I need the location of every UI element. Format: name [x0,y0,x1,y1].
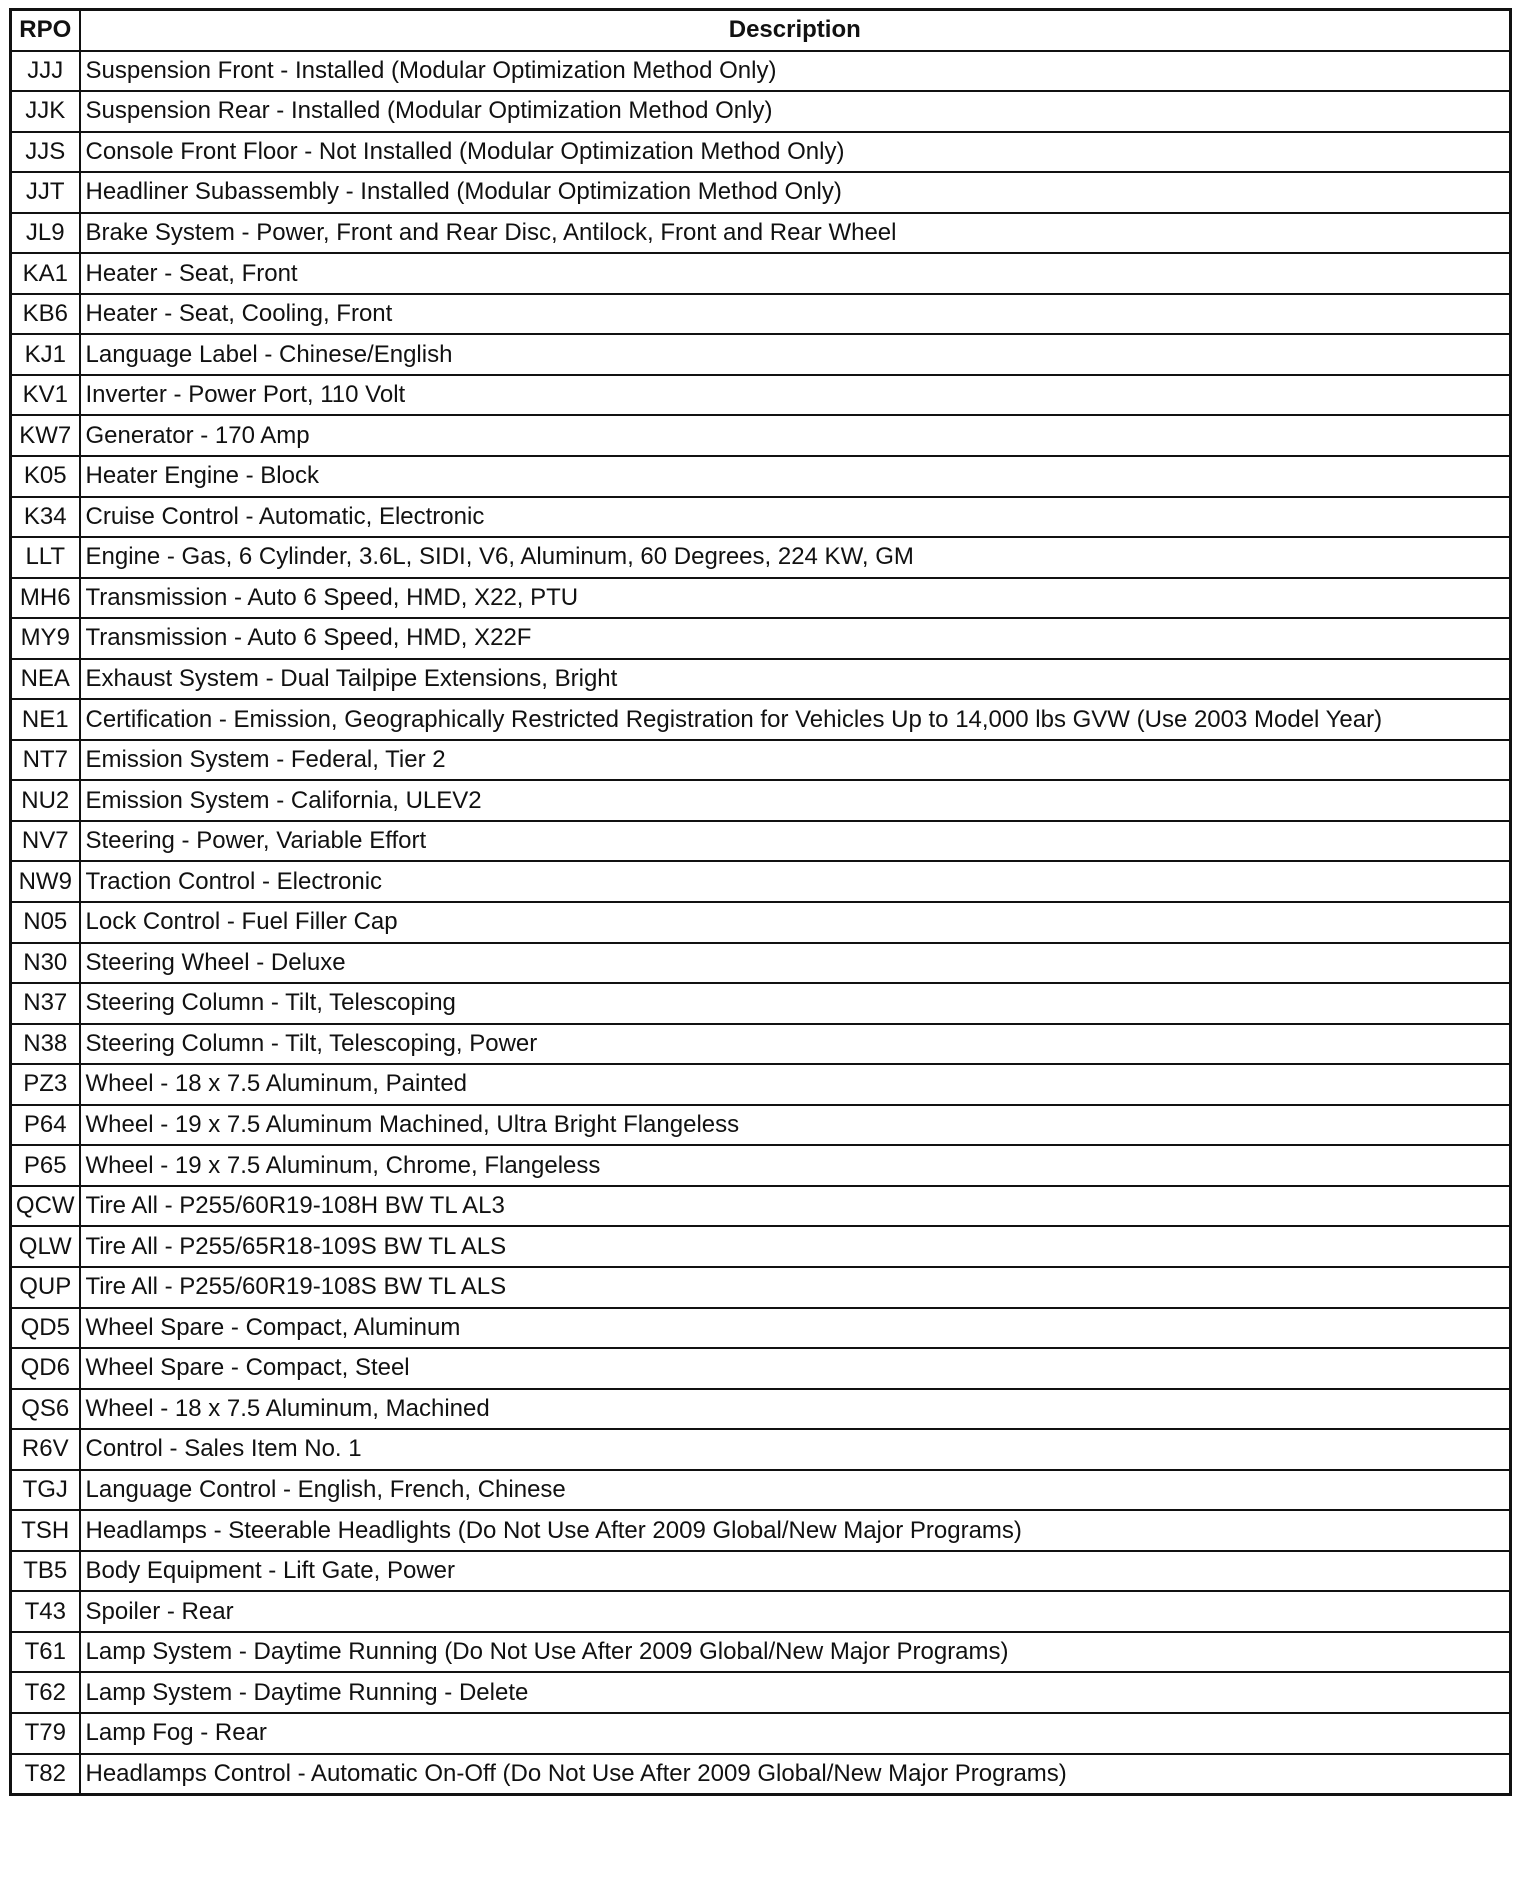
table-row [11,1186,1511,1227]
table-row [11,91,1511,132]
table-row [11,1591,1511,1632]
description-cell: Wheel Spare - Compact, Steel [80,1348,1511,1389]
description-cell: Headlamps Control - Automatic On-Off (Do Not Use After 2009 Global/New Major Programs) [80,1754,1511,1795]
table-row [11,578,1511,619]
rpo-code-cell: TGJ [11,1470,80,1511]
table-row [11,983,1511,1024]
description-cell: Inverter - Power Port, 110 Volt [80,375,1511,416]
table-header-row [11,10,1511,51]
rpo-code-cell: LLT [11,537,80,578]
rpo-code-cell: KV1 [11,375,80,416]
rpo-code-cell: K34 [11,497,80,538]
rpo-code-cell: NT7 [11,740,80,781]
rpo-code-cell: P64 [11,1105,80,1146]
rpo-code-cell: JJS [11,132,80,173]
rpo-code-cell: K05 [11,456,80,497]
description-cell: Wheel - 19 x 7.5 Aluminum Machined, Ultra Bright Flangeless [80,1105,1511,1146]
rpo-code-cell: P65 [11,1145,80,1186]
rpo-code-cell: JJT [11,172,80,213]
description-cell: Lamp System - Daytime Running (Do Not Use After 2009 Global/New Major Programs) [80,1632,1511,1673]
rpo-code-cell: PZ3 [11,1064,80,1105]
table-row [11,1308,1511,1349]
table-row [11,1226,1511,1267]
table-row [11,902,1511,943]
description-cell: Control - Sales Item No. 1 [80,1429,1511,1470]
description-cell: Wheel - 18 x 7.5 Aluminum, Machined [80,1389,1511,1430]
table-row [11,497,1511,538]
table-row [11,213,1511,254]
table-row [11,1551,1511,1592]
column-header-description: Description [80,10,1511,51]
rpo-code-cell: N38 [11,1024,80,1065]
table-row [11,943,1511,984]
rpo-code-cell: JL9 [11,213,80,254]
rpo-code-cell: JJK [11,91,80,132]
description-cell: Wheel - 18 x 7.5 Aluminum, Painted [80,1064,1511,1105]
description-cell: Suspension Front - Installed (Modular Optimization Method Only) [80,51,1511,92]
rpo-code-cell: NW9 [11,861,80,902]
rpo-code-cell: QS6 [11,1389,80,1430]
rpo-code-cell: NE1 [11,699,80,740]
rpo-code-cell: T61 [11,1632,80,1673]
description-cell: Steering Column - Tilt, Telescoping [80,983,1511,1024]
rpo-code-cell: T62 [11,1672,80,1713]
table-row [11,1632,1511,1673]
table-row [11,1429,1511,1470]
rpo-code-cell: T79 [11,1713,80,1754]
table-row [11,659,1511,700]
description-cell: Lock Control - Fuel Filler Cap [80,902,1511,943]
description-cell: Language Label - Chinese/English [80,334,1511,375]
description-cell: Suspension Rear - Installed (Modular Optimization Method Only) [80,91,1511,132]
table-row [11,740,1511,781]
rpo-code-cell: R6V [11,1429,80,1470]
table-row [11,132,1511,173]
description-cell: Wheel Spare - Compact, Aluminum [80,1308,1511,1349]
description-cell: Body Equipment - Lift Gate, Power [80,1551,1511,1592]
rpo-code-cell: MY9 [11,618,80,659]
rpo-code-cell: NU2 [11,780,80,821]
rpo-code-cell: JJJ [11,51,80,92]
table-row [11,1672,1511,1713]
rpo-code-cell: QUP [11,1267,80,1308]
description-cell: Emission System - Federal, Tier 2 [80,740,1511,781]
table-row [11,821,1511,862]
rpo-code-cell: N30 [11,943,80,984]
description-cell: Traction Control - Electronic [80,861,1511,902]
table-row [11,1024,1511,1065]
table-row [11,699,1511,740]
table-row [11,294,1511,335]
rpo-code-cell: QLW [11,1226,80,1267]
description-cell: Exhaust System - Dual Tailpipe Extensions, Bright [80,659,1511,700]
description-cell: Tire All - P255/65R18-109S BW TL ALS [80,1226,1511,1267]
description-cell: Steering Column - Tilt, Telescoping, Power [80,1024,1511,1065]
rpo-code-cell: KW7 [11,415,80,456]
table-row [11,1510,1511,1551]
table-row [11,1267,1511,1308]
description-cell: Wheel - 19 x 7.5 Aluminum, Chrome, Flangeless [80,1145,1511,1186]
table-row [11,780,1511,821]
table-body [11,51,1511,1795]
description-cell: Lamp Fog - Rear [80,1713,1511,1754]
description-cell: Spoiler - Rear [80,1591,1511,1632]
column-header-rpo: RPO [11,10,80,51]
table-row [11,537,1511,578]
table-row [11,1145,1511,1186]
table-row [11,1389,1511,1430]
description-cell: Engine - Gas, 6 Cylinder, 3.6L, SIDI, V6, Aluminum, 60 Degrees, 224 KW, GM [80,537,1511,578]
rpo-code-cell: NV7 [11,821,80,862]
description-cell: Brake System - Power, Front and Rear Disc, Antilock, Front and Rear Wheel [80,213,1511,254]
rpo-code-cell: QD6 [11,1348,80,1389]
table-row [11,1064,1511,1105]
rpo-code-cell: QCW [11,1186,80,1227]
table-row [11,1105,1511,1146]
rpo-code-cell: N05 [11,902,80,943]
table-row [11,618,1511,659]
rpo-code-cell: QD5 [11,1308,80,1349]
table-row [11,253,1511,294]
description-cell: Tire All - P255/60R19-108H BW TL AL3 [80,1186,1511,1227]
description-cell: Headliner Subassembly - Installed (Modular Optimization Method Only) [80,172,1511,213]
description-cell: Certification - Emission, Geographically Restricted Registration for Vehicles Up to 14,000 lbs GVW (Use 2003 Model Year) [80,699,1511,740]
rpo-code-cell: KB6 [11,294,80,335]
rpo-code-cell: TB5 [11,1551,80,1592]
description-cell: Transmission - Auto 6 Speed, HMD, X22, PTU [80,578,1511,619]
rpo-code-cell: NEA [11,659,80,700]
table-row [11,1348,1511,1389]
description-cell: Emission System - California, ULEV2 [80,780,1511,821]
table-row [11,51,1511,92]
description-cell: Console Front Floor - Not Installed (Modular Optimization Method Only) [80,132,1511,173]
rpo-code-cell: KA1 [11,253,80,294]
table-row [11,375,1511,416]
description-cell: Headlamps - Steerable Headlights (Do Not Use After 2009 Global/New Major Programs) [80,1510,1511,1551]
table-row [11,415,1511,456]
description-cell: Heater Engine - Block [80,456,1511,497]
description-cell: Tire All - P255/60R19-108S BW TL ALS [80,1267,1511,1308]
rpo-code-cell: TSH [11,1510,80,1551]
table-row [11,1713,1511,1754]
rpo-table [9,8,1512,1796]
table-row [11,456,1511,497]
rpo-code-cell: MH6 [11,578,80,619]
description-cell: Heater - Seat, Front [80,253,1511,294]
description-cell: Cruise Control - Automatic, Electronic [80,497,1511,538]
table-row [11,172,1511,213]
description-cell: Transmission - Auto 6 Speed, HMD, X22F [80,618,1511,659]
rpo-code-cell: T82 [11,1754,80,1795]
rpo-code-cell: N37 [11,983,80,1024]
description-cell: Language Control - English, French, Chinese [80,1470,1511,1511]
description-cell: Steering - Power, Variable Effort [80,821,1511,862]
description-cell: Heater - Seat, Cooling, Front [80,294,1511,335]
table-row [11,1754,1511,1795]
rpo-code-cell: T43 [11,1591,80,1632]
description-cell: Steering Wheel - Deluxe [80,943,1511,984]
rpo-code-cell: KJ1 [11,334,80,375]
table-row [11,1470,1511,1511]
description-cell: Generator - 170 Amp [80,415,1511,456]
table-row [11,861,1511,902]
description-cell: Lamp System - Daytime Running - Delete [80,1672,1511,1713]
table-row [11,334,1511,375]
